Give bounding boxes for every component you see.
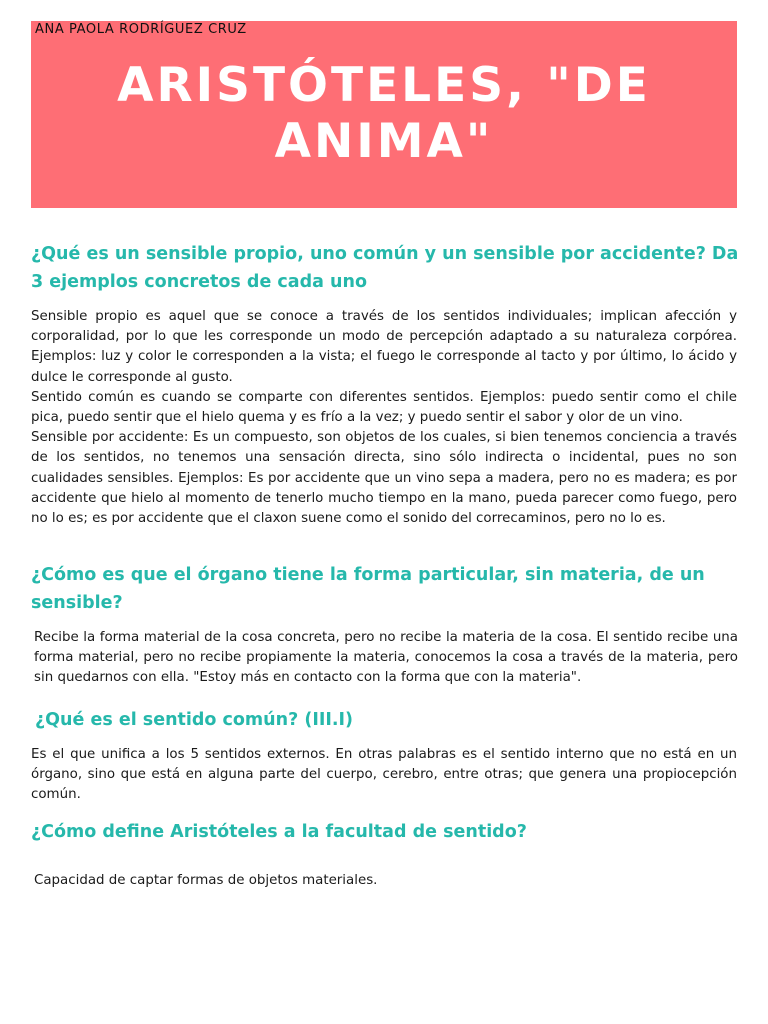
question-4-heading: ¿Cómo define Aristóteles a la facultad de sentido? xyxy=(31,822,527,842)
title-line-2: ANIMA" xyxy=(274,114,494,169)
answer-4-paragraph-1: Capacidad de captar formas de objetos materiales. xyxy=(34,873,378,888)
answer-1 xyxy=(31,307,737,529)
answer-1-paragraph-1: Sensible propio es aquel que se conoce a través de los sentidos individuales; implican afección y corporalidad, por lo que les corresponde un modo de percepción adaptado a su naturaleza corpórea. Ejemplos: luz y color le corresponden a la vista; el fuego le corresponde al tacto y por último, lo ácido y dulce le corresponde al gusto. xyxy=(31,309,737,385)
answer-2 xyxy=(34,628,738,689)
question-1-heading: ¿Qué es un sensible propio, uno común y un sensible por accidente? Da 3 ejemplos concretos de cada uno xyxy=(31,244,739,292)
title-line-1: ARISTÓTELES, "DE xyxy=(117,58,651,113)
author-name: ANA PAOLA RODRÍGUEZ CRUZ xyxy=(35,22,247,37)
answer-3 xyxy=(31,745,737,806)
answer-3-paragraph-1: Es el que unifica a los 5 sentidos externos. En otras palabras es el sentido interno que no está en un órgano, sino que está en alguna parte del cuerpo, cerebro, entre otras; que genera una propiocepción común. xyxy=(31,747,737,803)
answer-4 xyxy=(34,871,740,891)
answer-1-paragraph-2: Sentido común es cuando se comparte con diferentes sentidos. Ejemplos: puedo sentir como el chile pica, puedo sentir que el hielo quema y es frío a la vez; y puedo sentir el sabor y olor de un vino. xyxy=(31,389,737,426)
question-2-heading: ¿Cómo es que el órgano tiene la forma particular, sin materia, de un sensible? xyxy=(31,565,705,613)
question-3-heading: ¿Qué es el sentido común? (III.I) xyxy=(35,710,354,730)
document-title xyxy=(31,58,737,170)
answer-1-paragraph-3: Sensible por accidente: Es un compuesto, son objetos de los cuales, si bien tenemos conciencia a través de los sentidos, no tenemos una sensación directa, sino sólo indirecta o incidental, pues no son cualidades sensibles. Ejemplos: Es por accidente que un vino sepa a madera, pero no es madera; es por accidente que hielo al momento de tenerlo mucho tiempo en la mano, pueda parecer como fuego, pero no lo es; es por accidente que el claxon suene como el sonido del correcaminos, pero no lo es. xyxy=(31,430,737,527)
answer-2-paragraph-1: Recibe la forma material de la cosa concreta, pero no recibe la materia de la cosa. El sentido recibe una forma material, pero no recibe propiamente la materia, conocemos la cosa a través de la materia, pero sin quedarnos con ella. "Estoy más en contacto con la forma que con la materia". xyxy=(34,630,738,686)
